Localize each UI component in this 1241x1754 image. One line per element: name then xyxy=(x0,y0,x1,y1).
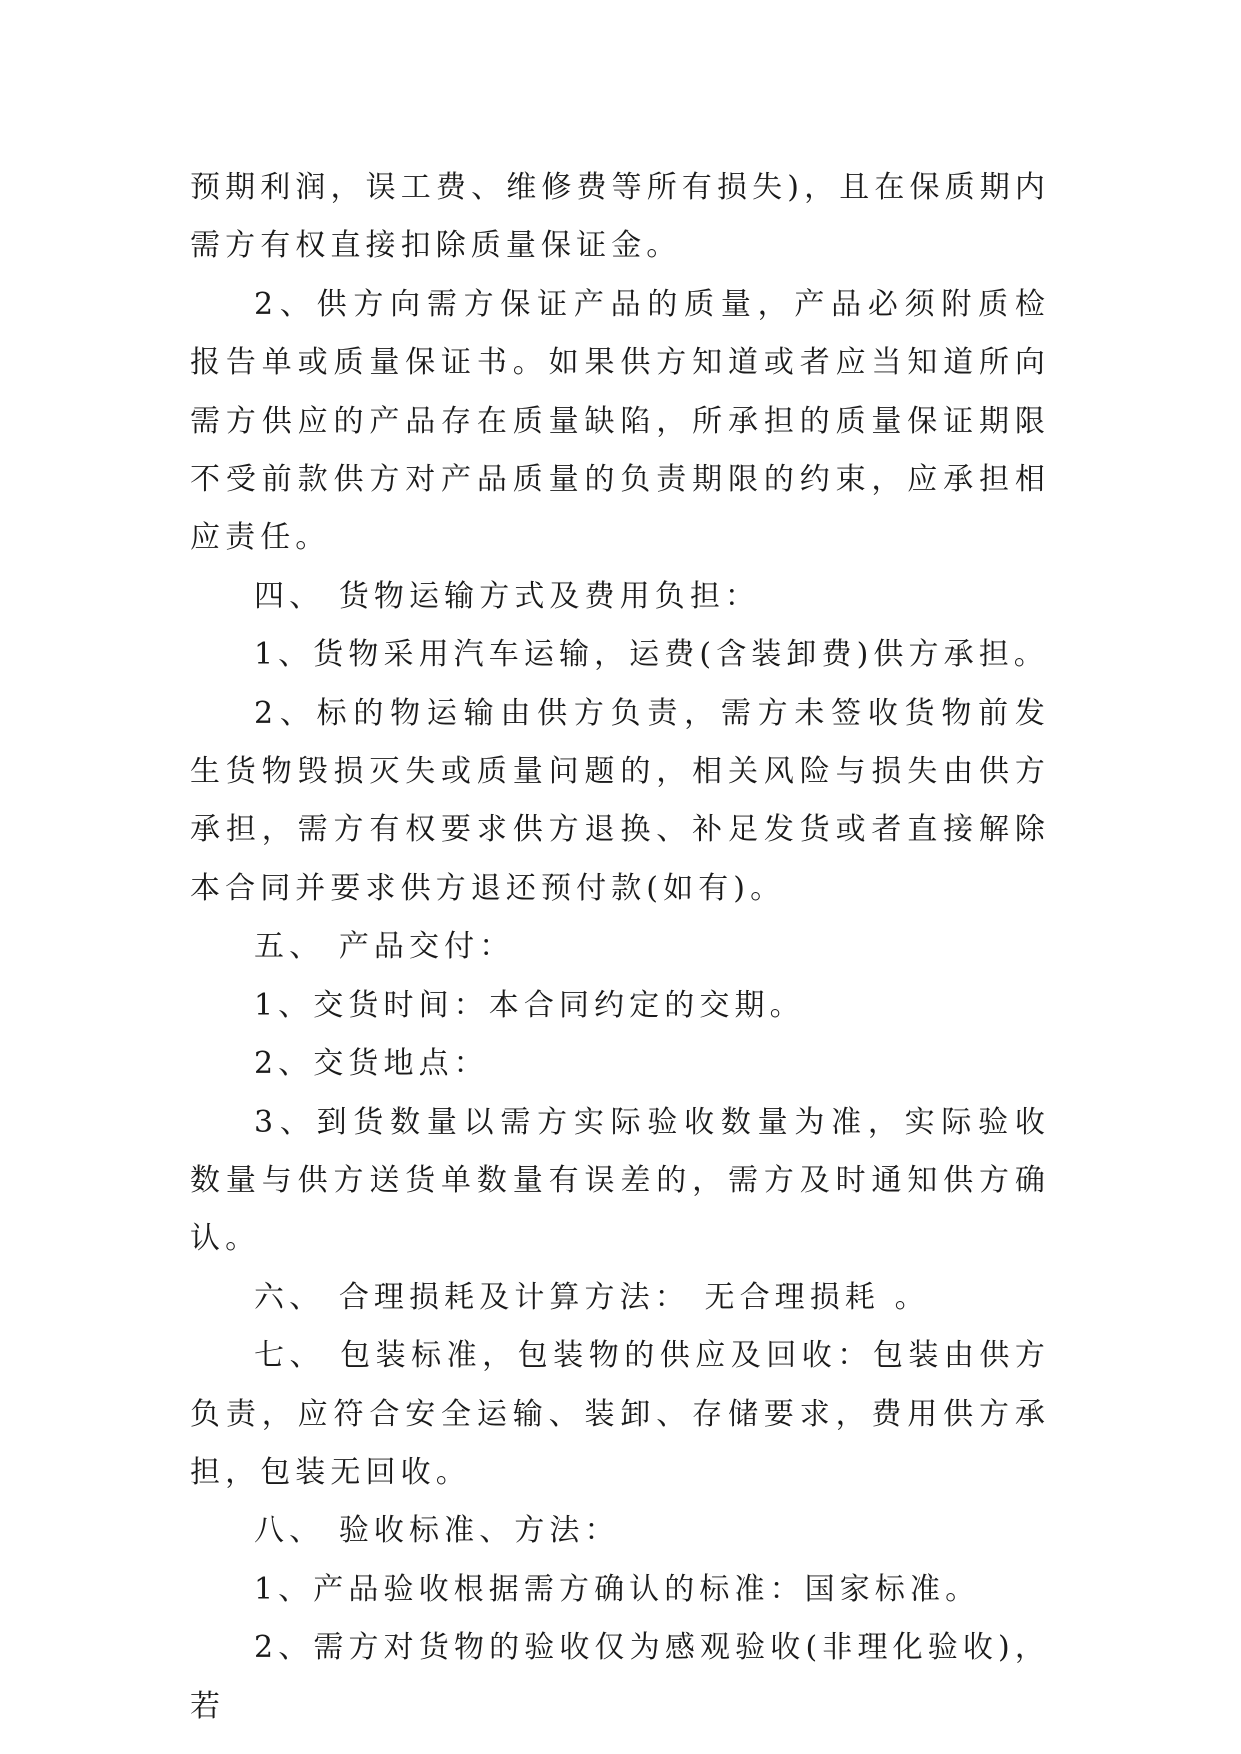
paragraph-transport-method: 1、货物采用汽车运输，运费(含装卸费)供方承担。 xyxy=(254,637,1049,673)
paragraph-delivery-time: 1、交货时间：本合同约定的交期。 xyxy=(254,987,805,1023)
paragraph-acceptance-inspection: 2、需方对货物的验收仅为感观验收(非理化验收)，若 xyxy=(190,1630,1050,1724)
paragraph-delivery-quantity: 3、到货数量以需方实际验收数量为准，实际验收数量与供方送货单数量有误差的，需方及时通知供方确认。 xyxy=(190,1104,1050,1257)
document-body xyxy=(190,159,1050,1736)
section-heading-acceptance: 八、 验收标准、方法： xyxy=(254,1513,620,1549)
section-heading-packaging: 七、 包装标准，包装物的供应及回收：包装由供方负责，应符合安全运输、装卸、存储要求，费用供方承担，包装无回收。 xyxy=(190,1338,1050,1490)
paragraph-acceptance-standard: 1、产品验收根据需方确认的标准：国家标准。 xyxy=(254,1571,981,1607)
section-heading-loss: 六、 合理损耗及计算方法： 无合理损耗 。 xyxy=(254,1279,930,1315)
section-heading-transport: 四、 货物运输方式及费用负担： xyxy=(254,578,761,614)
paragraph-quality-guarantee: 2、供方向需方保证产品的质量，产品必须附质检报告单或质量保证书。如果供方知道或者应当知道所向需方供应的产品存在质量缺陷，所承担的质量保证期限不受前款供方对产品质量的负责期限的约束，应承担相应责任。 xyxy=(190,286,1050,556)
paragraph-delivery-place: 2、交货地点： xyxy=(254,1046,489,1082)
section-heading-delivery: 五、 产品交付： xyxy=(254,929,515,965)
paragraph-transport-risk: 2、标的物运输由供方负责，需方未签收货物前发生货物毁损灭失或质量问题的，相关风险与损失由供方承担，需方有权要求供方退换、补足发货或者直接解除本合同并要求供方退还预付款(如有)。 xyxy=(190,695,1050,906)
paragraph-continued-loss-clause: 预期利润，误工费、维修费等所有损失)，且在保质期内需方有权直接扣除质量保证金。 xyxy=(190,170,1050,264)
